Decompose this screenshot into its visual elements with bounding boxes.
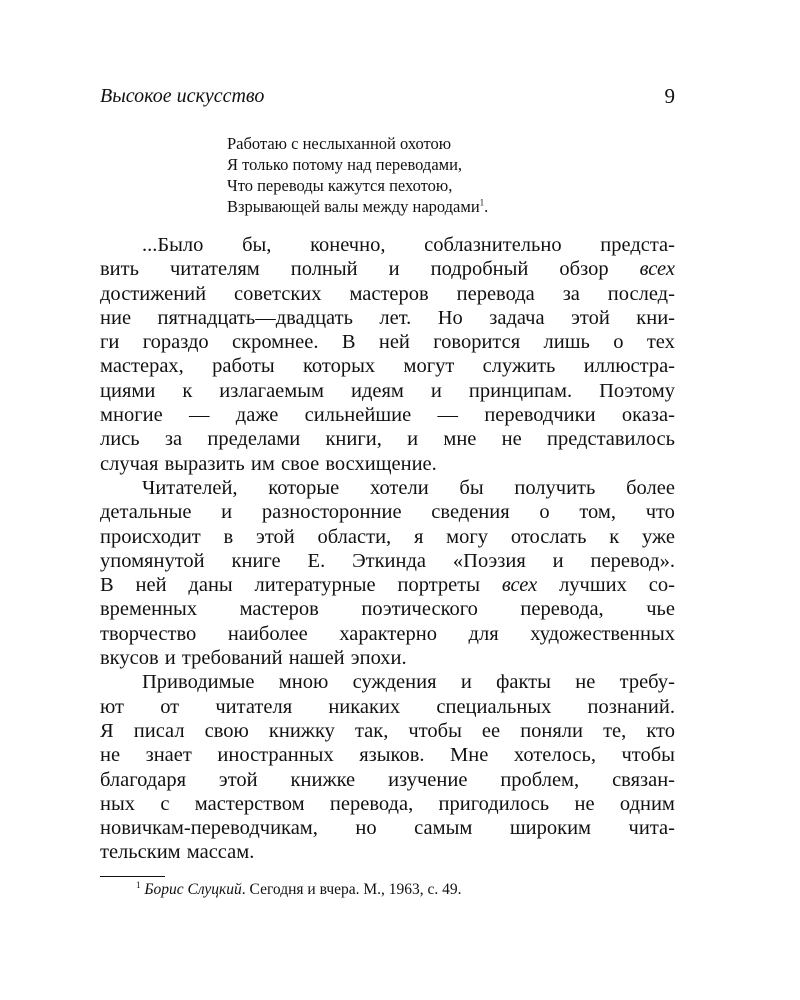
text-line [100,525,675,549]
word: художественных [530,622,675,645]
word: те, [603,719,627,742]
word: поэтического [361,598,478,621]
word: представилось [546,428,675,451]
word: перевода, [329,792,414,815]
word: проблем, [500,768,580,791]
word: книге [231,549,281,572]
word: и [388,258,400,281]
text-line [100,719,675,743]
word: кто [646,719,675,742]
word: всех [639,258,675,281]
word: и [221,501,233,524]
word: могу [446,525,489,548]
word: что [645,501,675,524]
word: знает [145,744,192,767]
page-number: 9 [664,84,675,108]
word: более [626,476,675,499]
word: В [100,574,114,597]
footnote-citation: . Сегодня и вчера. М., 1963, с. 49. [241,881,462,898]
word: перевода [456,282,535,305]
word: не [575,671,596,694]
word: так, [354,719,389,742]
body-text [100,233,675,865]
word: хотели [369,476,429,499]
word: массам. [186,841,255,864]
word: ней [378,331,410,354]
text-line [100,306,675,330]
text-line [100,695,675,719]
word: происходит [100,525,201,548]
word: читателя [215,695,293,718]
word: тех [646,331,675,354]
word: — [188,404,210,427]
text-line [100,257,675,281]
text-line [100,427,675,451]
word: получить [514,476,596,499]
word: том, [579,501,616,524]
word: о [613,331,624,354]
word: лучших [559,574,627,597]
word: требу- [619,671,675,694]
word: сведения [431,501,510,524]
word: излагаемым [219,379,324,402]
word: пределами [207,428,301,451]
word: портреты [397,574,480,597]
word: я [413,525,424,548]
word: детальные [100,501,192,524]
text-line [100,840,675,864]
epigraph [227,133,627,217]
word: разносторонние [261,501,402,524]
word: мне [443,428,477,451]
word: переводчики [484,404,596,427]
word: Читателей, [142,476,238,499]
word: и [552,549,564,572]
word: Но [437,306,463,329]
word: широким [509,817,592,840]
text-line [100,768,675,792]
word: и [164,647,176,670]
word: этой [571,306,610,329]
word: эпохи. [350,647,407,670]
word: работы [212,355,275,378]
word: с [160,792,170,815]
word: не [501,428,522,451]
word: мастеров [349,282,429,305]
word: в [223,525,234,548]
word: языков. [359,744,425,767]
word: задача [489,306,545,329]
word: бы, [242,234,272,256]
word: и [460,671,472,694]
word: даже [235,404,279,427]
word: чита- [628,817,675,840]
footnote-marker: 1 [479,197,485,208]
text-line [100,330,675,354]
word: за [164,428,183,451]
word: характерно [339,622,437,645]
word: мастерством [194,792,305,815]
word: предста- [600,234,675,256]
word: ние [100,306,132,329]
word: поняли [520,719,584,742]
epigraph-line: Что переводы кажутся пехотою, [227,176,453,195]
word: книги, [325,428,382,451]
word: им [250,452,275,475]
word: мастерах, [100,355,184,378]
text-line [100,476,675,500]
word: суждения [352,671,437,694]
word: скромнее. [232,331,319,354]
footnote [136,880,462,900]
word: к [609,525,620,548]
word: говорится [433,331,521,354]
word: выразить [164,452,245,475]
word: ги [100,331,120,354]
footnote-divider [100,876,165,877]
word: советских [234,282,322,305]
epigraph-line: Я только потому над переводами, [227,155,463,174]
text-line [100,670,675,694]
word: за [562,282,580,305]
word: перевода, [520,598,604,621]
word: не [574,792,595,815]
word: В [341,331,356,354]
word: временных [100,598,198,621]
word: одним [619,792,675,815]
word: писал [133,719,185,742]
word: обзор [559,258,609,281]
word: читателям [169,258,260,281]
word: соблазнительно [424,234,562,256]
word: вкусов [100,647,159,670]
word: этой [218,768,258,791]
word: связан- [612,768,675,791]
word: идеям [350,379,404,402]
word: книжку [268,719,335,742]
text-line [100,573,675,597]
word: требований [181,647,283,670]
word: со- [648,574,675,597]
word: мастеров [239,598,319,621]
word: не [100,744,121,767]
word: чтобы [621,744,675,767]
word: чтобы [408,719,462,742]
word: которые [268,476,340,499]
running-title: Высокое искусство [100,85,265,107]
word: бы [459,476,484,499]
word: послед- [607,282,675,305]
word: которых [303,355,376,378]
word: книжке [290,768,356,791]
text-line [100,379,675,403]
word: циями [100,379,156,402]
word: перевод». [590,549,675,572]
word: отослать [510,525,587,548]
word: познаний. [587,695,675,718]
word: пятнадцать—двадцать [157,306,353,329]
text-line [100,354,675,378]
word: свою [204,719,249,742]
word: к [182,379,193,402]
word: благодаря [100,768,187,791]
word: никаких [328,695,401,718]
word: Е. [307,549,326,572]
word: Эткинда [352,549,427,572]
word: ней [135,574,167,597]
word: и [407,428,419,451]
word: конечно, [310,234,386,256]
word: для [468,622,499,645]
word: от [160,695,180,718]
word: литературные [254,574,376,597]
footnote-author: Борис Слуцкий [144,881,242,898]
word: Поэтому [599,379,675,402]
word: могут [403,355,455,378]
word: всех [501,574,538,597]
word: гораздо [142,331,209,354]
word: «Поэзия [452,549,526,572]
word: ных [100,792,135,815]
text-line [100,282,675,306]
footnote-number: 1 [136,879,141,890]
word: ...Было [142,234,204,256]
word: даны [188,574,233,597]
text-line [100,792,675,816]
word: Приводимые [142,671,255,694]
word: иностранных [217,744,334,767]
epigraph-line: Работаю с неслыханной охотою [227,134,452,153]
word: специальных [436,695,552,718]
word: самым [414,817,473,840]
text-line [100,622,675,646]
paragraph [100,476,675,670]
word: но [355,817,377,840]
word: ют [100,695,125,718]
word: полный [290,258,358,281]
epigraph-line: Взрывающей валы между народами$^1$. [227,197,489,216]
word: творчество [100,622,197,645]
text-line [100,597,675,621]
word: пригодилось [438,792,550,815]
text-line [100,816,675,840]
word: наиболее [227,622,308,645]
word: лет. [379,306,412,329]
text-line [100,549,675,573]
word: лишь [543,331,590,354]
book-page [100,0,675,1000]
word: Я [100,719,114,742]
word: сильнейшие [304,404,412,427]
word: восхищение. [325,452,437,475]
word: иллюстра- [583,355,675,378]
word: вить [100,258,139,281]
word: свое [280,452,320,475]
running-header [100,84,675,110]
word: ее [481,719,501,742]
word: случая [100,452,159,475]
word: упомянутой [100,549,205,572]
word: области, [317,525,392,548]
text-line [100,743,675,767]
text-line [100,500,675,524]
word: о [539,501,550,524]
word: оказа- [621,404,675,427]
word: новичкам-переводчикам, [100,817,318,840]
word: нашей [288,647,345,670]
word: чье [646,598,675,621]
text-line [100,646,675,670]
word: уже [642,525,675,548]
word: Мне [450,744,489,767]
word: — [437,404,458,427]
word: подробный [430,258,529,281]
paragraph [100,670,675,864]
paragraph [100,233,675,476]
word: служить [482,355,556,378]
word: и [430,379,442,402]
text-line [100,403,675,427]
word: достижений [100,282,207,305]
word: хотелось, [513,744,596,767]
word: кни- [636,306,675,329]
word: мною [278,671,329,694]
word: лись [100,428,140,451]
word: тельским [100,841,181,864]
text-line [100,452,675,476]
text-line [100,233,675,257]
word: многие [100,404,163,427]
word: факты [496,671,551,694]
word: этой [256,525,295,548]
word: принципам. [468,379,573,402]
word: изучение [388,768,468,791]
